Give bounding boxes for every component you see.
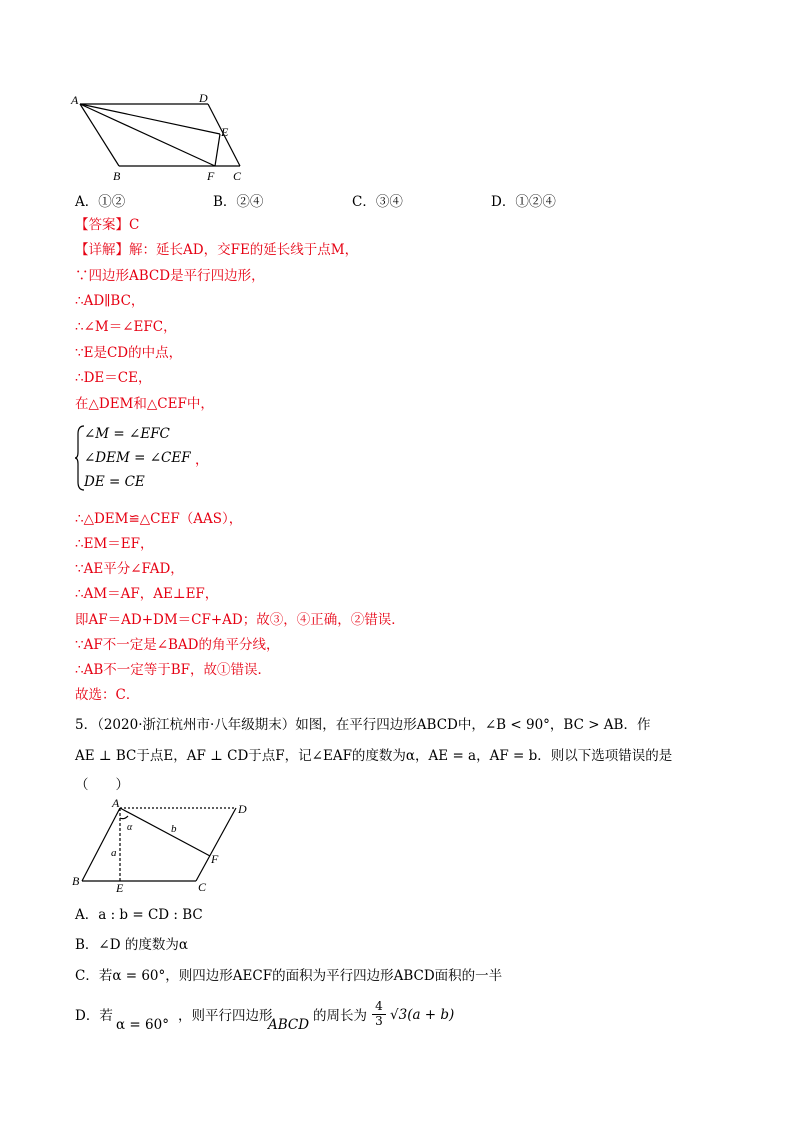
option-5a: A．a : b = CD : BC [75,907,203,923]
detail-line-7: 在△DEM和△CEF中， [75,396,214,412]
detail-line-1 [75,241,358,259]
system-eq-1: ∠M = ∠EFC [84,426,170,442]
label-side-a: a [111,847,117,859]
detail-line-9: ∴EM＝EF， [75,536,154,552]
label-side-b: b [171,823,177,835]
label-b: B [72,874,80,888]
detail-line-4: ∴∠M＝∠EFC， [75,319,177,335]
q5-paren: （ ） [75,777,129,793]
alpha-arc [120,816,128,819]
figure-parallelogram-1 [68,90,258,182]
option-5d-tail: 的周长为 [313,1008,367,1024]
segment-ef [215,134,220,166]
option-5d-condition: α = 60° [116,1017,169,1033]
detail-prefix: 【详解】 [75,242,129,258]
label-e: E [116,881,124,895]
detail-line-12: 即AF＝AD+DM＝CF+AD；故③，④正确，②错误． [75,612,405,628]
segment-ab [82,808,120,881]
detail-line-5: ∵E是CD的中点， [75,345,183,361]
detail-line-6: ∴DE＝CE， [75,370,152,386]
detail-line-11: ∴AM＝AF，AE⊥EF， [75,586,219,602]
q5-stem-line-1: 5．（2020·浙江杭州市·八年级期末）如图，在平行四边形ABCD中，∠B < 90°，BC > AB．作 [75,717,651,733]
segment-af [80,104,215,166]
label-c: C [198,880,207,894]
detail-line-14: ∴AB不一定等于BF，故①错误． [75,662,272,678]
label-d: D [199,91,208,105]
option-4b: B．②④ [213,194,264,210]
label-alpha: α [127,822,133,833]
option-5d-abcd: ABCD [268,1017,310,1033]
label-e: E [221,125,229,139]
q5-stem-line-2: AE ⊥ BC于点E，AF ⊥ CD于点F，记∠EAF的度数为α，AE = a，AF = b．则以下选项错误的是 [75,748,673,764]
label-b: B [113,169,121,182]
detail-text-1: 解：延长AD，交FE的延长线于点M， [129,242,359,258]
label-c: C [233,169,242,182]
option-5d-prefix: D．若 [75,1008,113,1024]
option-5d-expression: √3(a + b) [390,1007,455,1023]
system-comma: ， [195,452,209,468]
detail-line-8: ∴△DEM≌△CEF（AAS）， [75,511,243,527]
detail-line-2: ∵四边形ABCD是平行四边形， [75,268,265,284]
label-a: A [112,796,120,810]
fraction-numerator: 4 [375,999,383,1013]
option-5d-middle: ，则平行四边形 [178,1008,273,1024]
answer-label: 【答案】C [75,217,140,233]
label-d: D [238,802,247,816]
option-4d: D．①②④ [491,194,556,210]
option-4c: C．③④ [352,194,403,210]
detail-line-13: ∵AF不一定是∠BAD的角平分线， [75,637,280,653]
detail-line-10: ∵AE平分∠FAD， [75,561,184,577]
segment-dc [196,808,236,881]
option-5d-fraction [372,1000,386,1028]
detail-line-15: 故选：C． [75,687,140,703]
label-f: F [211,852,219,866]
option-5b: B．∠D 的度数为α [75,937,188,953]
figure-parallelogram-2 [68,796,258,896]
fraction-denominator: 3 [372,1014,386,1028]
option-4a: A．①② [75,194,126,210]
detail-line-3: ∴AD∥BC， [75,293,145,309]
segment-ae [80,104,220,134]
option-5c: C．若α = 60°，则四边形AECF的面积为平行四边形ABCD面积的一半 [75,968,503,984]
label-a: A [71,93,79,107]
label-f: F [207,169,215,182]
system-eq-3: DE = CE [84,474,145,490]
system-eq-2: ∠DEM = ∠CEF [84,450,191,466]
segment-af [120,808,210,856]
